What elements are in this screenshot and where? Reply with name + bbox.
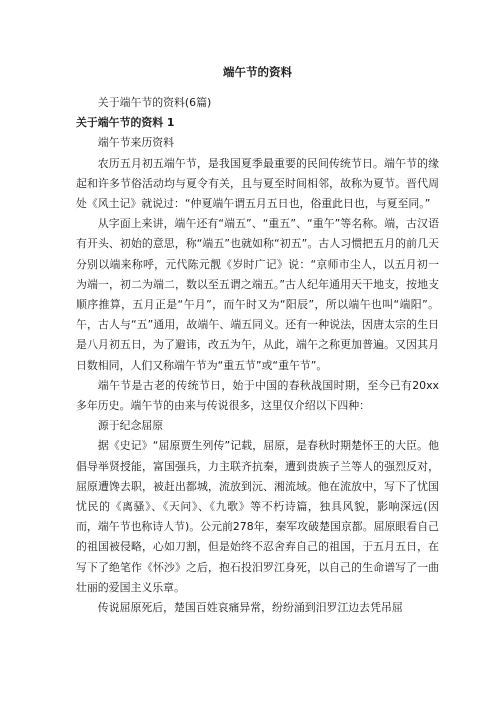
paragraph-topic: 源于纪念屈原 bbox=[97, 419, 164, 433]
document-body bbox=[76, 93, 439, 618]
document-title: 端午节的资料 bbox=[223, 65, 292, 79]
paragraph: 传说屈原死后，楚国百姓哀痛异常，纷纷涌到汨罗江边去凭吊屈 bbox=[97, 601, 403, 615]
paragraph: 农历五月初五端午节，是我国夏季最重要的民间传统节日。端午节的缘起和许多节俗活动均与夏令有关，且与夏至时间相邻，故称为夏节。晋代周处《风土记》就说过：“仲夏端午谓五月五日也，俗重此日也，与夏至同。” bbox=[76, 156, 439, 211]
paragraph: 据《史记》“屈原贾生列传”记载，屈原，是春秋时期楚怀王的大臣。他倡导举贤授能，富国强兵，力主联齐抗秦，遭到贵族子兰等人的强烈反对，屈原遭馋去职，被赶出都城，流放到沅、湘流域。他在流放中，写下了忧国忧民的《离骚》、《天问》、《九歌》等不朽诗篇，独具风貌，影响深远(因而，端午节也称诗人节)。公元前278年，秦军攻破楚国京都。屈原眼看自己的祖国被侵略，心如刀割，但是始终不忍舍弃自己的祖国，于五月五日，在写下了绝笔作《怀沙》之后，抱石投汨罗江身死，以自己的生命谱写了一曲壮丽的爱国主义乐章。 bbox=[76, 439, 439, 594]
paragraph: 端午节是古老的传统节日，始于中国的春秋战国时期，至今已有20xx多年历史。端午节的由来与传说很多，这里仅介绍以下四种： bbox=[76, 378, 439, 413]
section-heading: 关于端午节的资料 1 bbox=[76, 116, 175, 130]
paragraph: 从字面上来讲，端午还有“端五”、“重五”、“重午”等名称。端，古汉语有开头、初始的意思，称“端五”也就如称“初五”。古人习惯把五月的前几天分别以端来称呼，元代陈元靓《岁时广记》说：“京师市尘人，以五月初一为端一，初二为端二，数以至五谓之端五。”古人纪年通用天干地支，按地支顺序推算，五月正是“午月”，而午时又为“阳辰”，所以端午也叫“端阳”。午，古人与“五”通用，故端午、端五同义。还有一种说法，因唐太宗的生日是八月初五日，为了避讳，改五为午，从此，端午之称更加普遍。又因其月日数相同，人们又称端午节为“重五节”或“重午节”。 bbox=[76, 217, 439, 372]
paragraph-topic: 端午节来历资料 bbox=[97, 136, 175, 150]
paragraph-subtitle: 关于端午节的资料(6篇) bbox=[97, 96, 212, 109]
